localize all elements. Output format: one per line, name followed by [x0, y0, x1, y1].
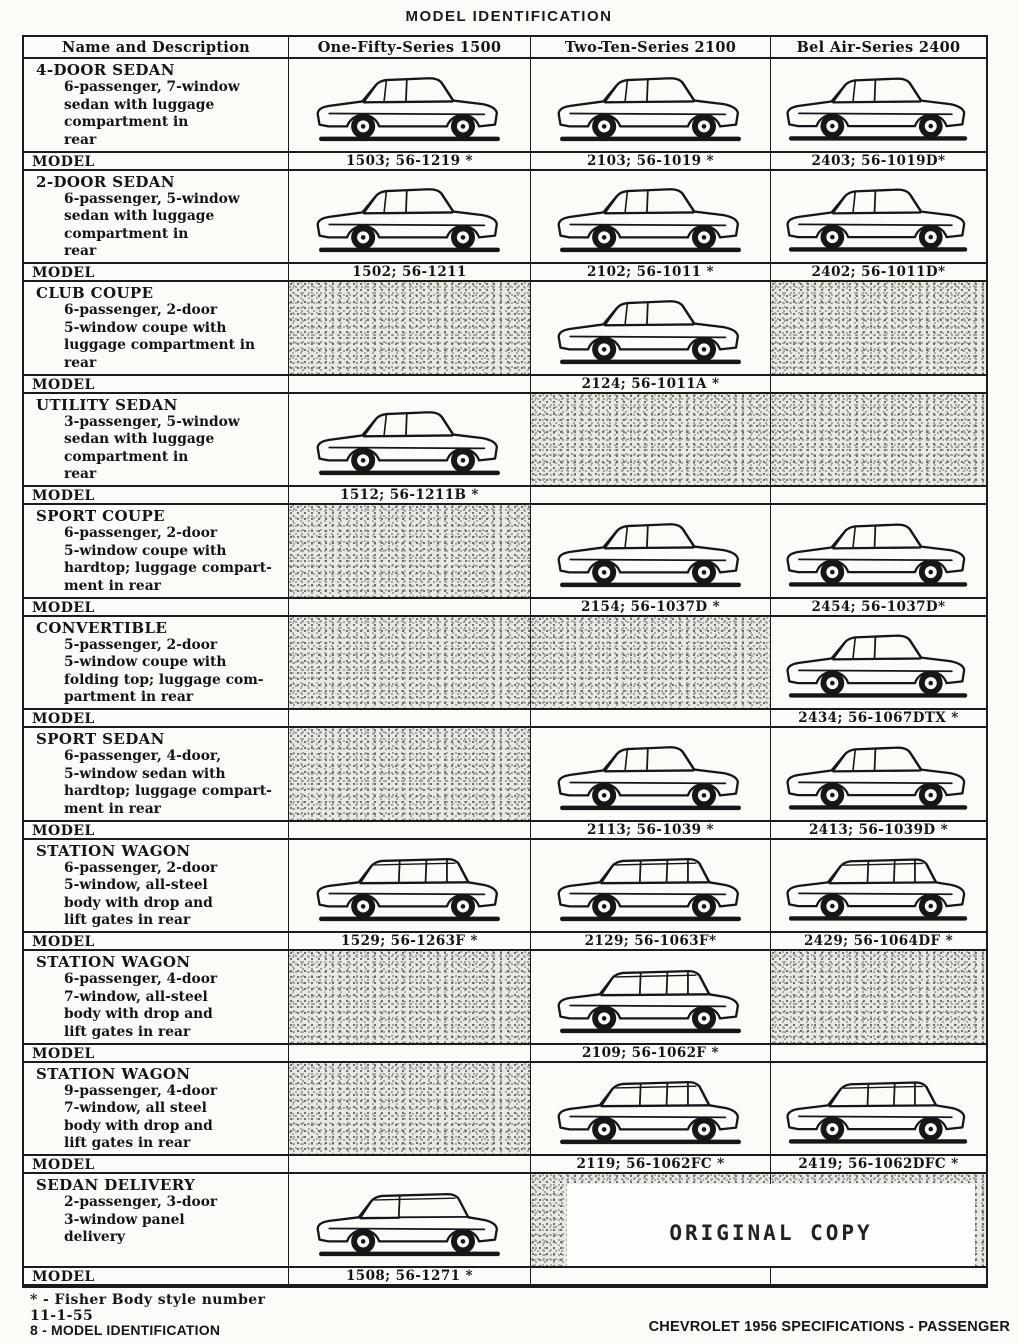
model-description-line: 3-passenger, 5-window — [64, 413, 240, 430]
model-description-line: sedan with luggage — [64, 431, 215, 448]
model-description-cell — [24, 728, 289, 822]
model-description-line: 5-window sedan with — [64, 765, 226, 782]
sedan-car-icon — [307, 173, 512, 259]
sedan-car-icon — [548, 508, 753, 594]
model-number: 2154; 56-1037D * — [531, 599, 771, 617]
not-available-shaded-cell — [771, 951, 986, 1045]
model-description-line: rear — [64, 354, 97, 371]
model-row-label: MODEL — [24, 1045, 289, 1063]
model-name: STATION WAGON — [36, 953, 191, 971]
model-number: 2403; 56-1019D* — [771, 153, 986, 171]
sedan-car-icon — [548, 173, 753, 259]
model-description-line: sedan with luggage — [64, 96, 215, 113]
model-description-line: lift gates in rear — [64, 1023, 191, 1040]
model-description-line: ment in rear — [64, 577, 161, 594]
footnote-date: 11-1-55 — [30, 1308, 94, 1324]
station-wagon-car-icon — [548, 954, 753, 1040]
model-row-label: MODEL — [24, 1268, 289, 1286]
car-illustration-cell — [289, 1174, 531, 1268]
not-available-shaded-cell — [531, 617, 771, 711]
car-illustration-cell — [289, 171, 531, 265]
model-description-cell — [24, 171, 289, 265]
model-name: SPORT COUPE — [36, 507, 165, 525]
model-number: 1529; 56-1263F * — [289, 933, 531, 951]
car-illustration-cell — [771, 840, 986, 934]
footnote-page-label: 8 - MODEL IDENTIFICATION — [30, 1322, 221, 1338]
model-number — [289, 376, 531, 394]
model-description-cell — [24, 282, 289, 376]
model-description-line: delivery — [64, 1229, 125, 1246]
model-row-label: MODEL — [24, 599, 289, 617]
model-number — [771, 1045, 986, 1063]
model-number: 2454; 56-1037D* — [771, 599, 986, 617]
model-name: CLUB COUPE — [36, 284, 154, 302]
model-description-line: compartment in — [64, 448, 189, 465]
model-description-line: body with drop and — [64, 1117, 213, 1134]
model-description-line: folding top; luggage com- — [64, 671, 264, 688]
model-description-cell — [24, 394, 289, 488]
model-number — [289, 710, 531, 728]
car-illustration-cell — [771, 59, 986, 153]
model-number — [289, 822, 531, 840]
model-description-line: 5-window coupe with — [64, 654, 227, 671]
model-description-cell — [24, 59, 289, 153]
footer-document-title: CHEVROLET 1956 SPECIFICATIONS - PASSENGER — [648, 1319, 1010, 1335]
model-description-line: compartment in — [64, 114, 189, 131]
model-description-line: 5-window coupe with — [64, 319, 227, 336]
model-description-line: ment in rear — [64, 800, 161, 817]
not-available-shaded-cell — [289, 728, 531, 822]
model-description-line: 7-window, all steel — [64, 1100, 207, 1117]
model-number: 1503; 56-1219 * — [289, 153, 531, 171]
model-number: 1508; 56-1271 * — [289, 1268, 531, 1286]
model-name: 4-DOOR SEDAN — [36, 61, 175, 79]
model-number — [531, 1268, 771, 1286]
car-illustration-cell — [771, 617, 986, 711]
car-illustration-cell — [289, 840, 531, 934]
model-description-cell — [24, 840, 289, 934]
car-illustration-cell — [531, 951, 771, 1045]
model-description-line: luggage compartment in — [64, 337, 256, 354]
sedan-car-icon — [548, 62, 753, 148]
model-row-label: MODEL — [24, 376, 289, 394]
model-name: STATION WAGON — [36, 1064, 191, 1083]
model-description-line: 5-passenger, 2-door — [64, 636, 218, 653]
car-illustration-cell — [531, 282, 771, 376]
station-wagon-car-icon — [777, 1065, 979, 1151]
sedan-car-icon — [777, 731, 979, 817]
not-available-shaded-cell — [771, 394, 986, 488]
column-header-series-1500: One-Fifty-Series 1500 — [289, 37, 531, 59]
not-available-shaded-cell — [289, 951, 531, 1045]
model-number — [289, 1156, 531, 1174]
model-description-cell — [24, 505, 289, 599]
not-available-shaded-cell — [289, 282, 531, 376]
footnote-fisher-body: * - Fisher Body style number — [30, 1292, 266, 1308]
model-number: 2103; 56-1019 * — [531, 153, 771, 171]
car-illustration-cell — [289, 394, 531, 488]
model-number: 2434; 56-1067DTX * — [771, 710, 986, 728]
model-row-label: MODEL — [24, 933, 289, 951]
model-number — [531, 710, 771, 728]
station-wagon-car-icon — [307, 842, 512, 928]
column-header-name: Name and Description — [24, 37, 289, 59]
model-description-line: 6-passenger, 4-door, — [64, 748, 221, 764]
not-available-shaded-cell — [771, 282, 986, 376]
model-description-cell — [24, 617, 289, 711]
car-illustration-cell — [531, 59, 771, 153]
model-description-cell — [24, 1063, 289, 1157]
model-description-line: hardtop; luggage compart- — [64, 783, 272, 800]
model-number: 2119; 56-1062FC * — [531, 1156, 771, 1174]
model-number: 2113; 56-1039 * — [531, 822, 771, 840]
model-row-label: MODEL — [24, 487, 289, 505]
model-name: UTILITY SEDAN — [36, 395, 178, 414]
model-description-line: 6-passenger, 2-door — [64, 859, 218, 876]
model-description-line: lift gates in rear — [64, 912, 191, 929]
model-description-line: compartment in — [64, 225, 189, 242]
model-number — [289, 1045, 531, 1063]
sedan-car-icon — [548, 285, 753, 371]
model-number: 2413; 56-1039D * — [771, 822, 986, 840]
model-description-line: sedan with luggage — [64, 208, 215, 225]
model-row-label: MODEL — [24, 1156, 289, 1174]
model-description-line: rear — [64, 131, 97, 148]
car-illustration-cell — [289, 59, 531, 153]
model-number — [771, 1268, 986, 1286]
model-description-line: 6-passenger, 2-door — [64, 302, 218, 318]
model-description-line: rear — [64, 243, 97, 260]
model-name: STATION WAGON — [36, 841, 191, 860]
sedan-car-icon — [777, 619, 979, 705]
model-name: CONVERTIBLE — [36, 618, 168, 637]
original-copy-stamp: ORIGINAL COPY — [567, 1184, 975, 1266]
not-available-shaded-cell — [531, 394, 771, 488]
column-header-series-2400: Bel Air-Series 2400 — [771, 37, 986, 59]
model-number: 2129; 56-1063F* — [531, 933, 771, 951]
model-description-line: 9-passenger, 4-door — [64, 1082, 218, 1099]
model-number — [771, 376, 986, 394]
model-row-label: MODEL — [24, 822, 289, 840]
station-wagon-car-icon — [548, 1065, 753, 1151]
model-description-line: 6-passenger, 4-door — [64, 971, 218, 987]
model-number — [531, 487, 771, 505]
page-title: MODEL IDENTIFICATION — [405, 8, 613, 25]
model-number: 2102; 56-1011 * — [531, 264, 771, 282]
model-description-line: 2-passenger, 3-door — [64, 1194, 218, 1210]
model-name: SPORT SEDAN — [36, 730, 165, 748]
model-table — [22, 35, 988, 1288]
car-illustration-cell — [531, 840, 771, 934]
model-description-cell — [24, 951, 289, 1045]
sedan-car-icon — [307, 396, 512, 482]
not-available-shaded-cell — [289, 505, 531, 599]
model-description-line: 6-passenger, 7-window — [64, 79, 240, 95]
car-illustration-cell — [771, 1063, 986, 1157]
model-row-label: MODEL — [24, 710, 289, 728]
model-description-line: body with drop and — [64, 1006, 213, 1023]
model-number: 2124; 56-1011A * — [531, 376, 771, 394]
model-description-line: partment in rear — [64, 689, 194, 706]
sedan-car-icon — [307, 62, 512, 148]
model-description-line: 6-passenger, 2-door — [64, 525, 218, 541]
sedan-car-icon — [777, 62, 979, 148]
model-row-label: MODEL — [24, 153, 289, 171]
car-illustration-cell — [531, 1063, 771, 1157]
model-name: SEDAN DELIVERY — [36, 1176, 196, 1194]
station-wagon-car-icon — [777, 842, 979, 928]
model-number: 1502; 56-1211 — [289, 264, 531, 282]
model-description-line: rear — [64, 466, 97, 483]
model-description-line: lift gates in rear — [64, 1135, 191, 1152]
model-number: 1512; 56-1211B * — [289, 487, 531, 505]
model-description-line: 3-window panel — [64, 1211, 185, 1228]
model-number: 2109; 56-1062F * — [531, 1045, 771, 1063]
model-row-label: MODEL — [24, 264, 289, 282]
not-available-shaded-cell — [289, 1063, 531, 1157]
sedan-delivery-car-icon — [307, 1177, 512, 1263]
model-description-line: hardtop; luggage compart- — [64, 560, 272, 577]
model-description-line: 7-window, all-steel — [64, 988, 208, 1005]
car-illustration-cell — [771, 505, 986, 599]
column-header-series-2100: Two-Ten-Series 2100 — [531, 37, 771, 59]
model-number — [771, 487, 986, 505]
car-illustration-cell — [771, 728, 986, 822]
model-description-line: body with drop and — [64, 894, 213, 911]
car-illustration-cell — [771, 171, 986, 265]
model-number: 2429; 56-1064DF * — [771, 933, 986, 951]
sedan-car-icon — [777, 508, 979, 594]
model-number: 2402; 56-1011D* — [771, 264, 986, 282]
station-wagon-car-icon — [548, 842, 753, 928]
model-description-line: 6-passenger, 5-window — [64, 190, 240, 207]
car-illustration-cell — [531, 505, 771, 599]
model-number: 2419; 56-1062DFC * — [771, 1156, 986, 1174]
model-description-line: 5-window, all-steel — [64, 877, 208, 894]
car-illustration-cell — [531, 171, 771, 265]
sedan-car-icon — [548, 731, 753, 817]
model-number — [289, 599, 531, 617]
model-name: 2-DOOR SEDAN — [36, 172, 175, 191]
car-illustration-cell — [531, 728, 771, 822]
model-description-cell — [24, 1174, 289, 1268]
sedan-car-icon — [777, 173, 979, 259]
model-description-line: 5-window coupe with — [64, 542, 227, 559]
not-available-shaded-cell — [289, 617, 531, 711]
